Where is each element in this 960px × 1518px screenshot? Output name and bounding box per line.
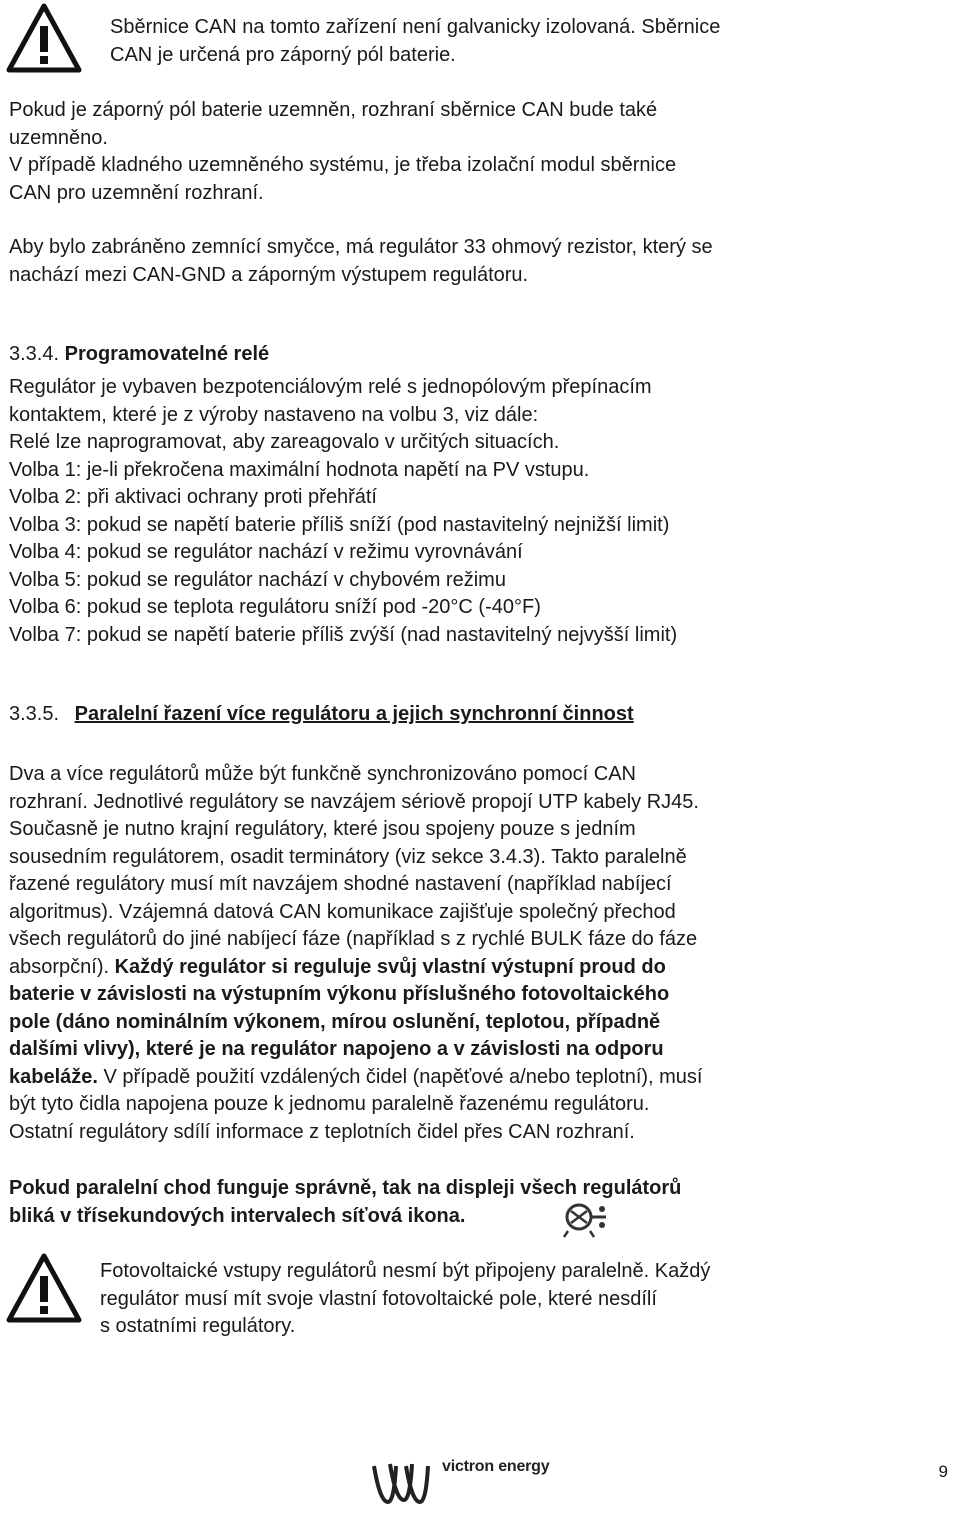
paragraph-grounding: Pokud je záporný pól baterie uzemněn, rozhraní sběrnice CAN bude také uzemněno. V případě kladného uzemněného systému, je třeba izolační modul sběrnice CAN pro uzemnění rozhraní.: [9, 99, 677, 204]
page-number: 9: [938, 1462, 948, 1481]
section-number: 3.3.4.: [9, 343, 60, 365]
warning-1-text: Sběrnice CAN na tomto zařízení není galvanicky izolovaná. Sběrnice CAN je určená pro záporný pól baterie.: [110, 16, 721, 66]
section-334-body: Regulátor je vybaven bezpotenciálovým relé s jednopólovým přepínacím kontaktem, které je z výroby nastaveno na volbu 3, viz dále: Relé lze naprogramovat, aby zareagovalo v určitých situacích. Volba 1: je-li překročena maximální hodnota napětí na PV vstupu. Volba 2: při aktivaci ochrany proti přehřátí Volba 3: pokud se napětí baterie příliš sníží (pod nastavitelný nejnižší limit) Volba 4: pokud se regulátor nachází v režimu vyrovnávání Volba 5: pokud se regulátor nachází v chybovém režimu Volba 6: pokud se teplota regulátoru sníží pod -20°C (-40°F) Volba 7: pokud se napětí baterie příliš zvýší (nad nastavitelný nejvyšší limit): [9, 376, 678, 646]
section-335-body: Dva a více regulátorů může být funkčně synchronizováno pomocí CAN rozhraní. Jednotlivé regulátory se navzájem sériově propojí UTP kabely RJ45. Současně je nutno krajní regulátory, které jsou spojeny pouze s jedním sousedním regulátorem, osadit terminátory (viz sekce 3.4.3). Takto paralelně řazené regulátory musí mít navzájem shodné nastavení (například nabíjecí algoritmus). Vzájemná datová CAN komunikace zajišťuje společný přechod všech regulátorů do jiné nabíjecí fáze (například s z rychlé BULK fáze do fáze absorpční). Každý regulátor si reguluje svůj vlastní výstupní proud do baterie v závislosti na výstupním výkonu příslušného fotovoltaického pole (dáno nominálním výkonem, mírou oslunění, teplotou, případně dalšími vlivy), které je na regulátor napojeno a v závislosti na odporu kabeláže. V případě použití vzdálených čidel (napěťové a/nebo teplotní), musí být tyto čidla napojena pouze k jednomu paralelně řazenému regulátoru. Ostatní regulátory sdílí informace z teplotních čidel přes CAN rozhraní.: [9, 763, 703, 1143]
paragraph-resistor: Aby bylo zabráněno zemnící smyčce, má regulátor 33 ohmový rezistor, který se nachází mezi CAN-GND a záporným výstupem regulátoru.: [9, 236, 713, 286]
network-icon: [562, 1197, 608, 1239]
logo-text: victron energy: [442, 1458, 550, 1475]
section-heading-335: [9, 701, 634, 729]
warning-triangle-icon: [6, 1252, 82, 1324]
section-heading-334: [9, 341, 269, 369]
section-number: 3.3.5.: [9, 703, 60, 725]
section-title: Paralelní řazení více regulátoru a jejich synchronní činnost: [74, 703, 634, 725]
victron-logo-icon: [370, 1456, 440, 1508]
parallel-note: Pokud paralelní chod funguje správně, tak na displeji všech regulátorů bliká v třísekundových intervalech síťová ikona.: [9, 1177, 682, 1227]
warning-2-text: Fotovoltaické vstupy regulátorů nesmí být připojeny paralelně. Každý regulátor musí mít svoje vlastní fotovoltaické pole, které nesdílí s ostatními regulátory.: [100, 1260, 711, 1337]
section-title: Programovatelné relé: [64, 343, 270, 365]
warning-triangle-icon: [6, 2, 82, 74]
